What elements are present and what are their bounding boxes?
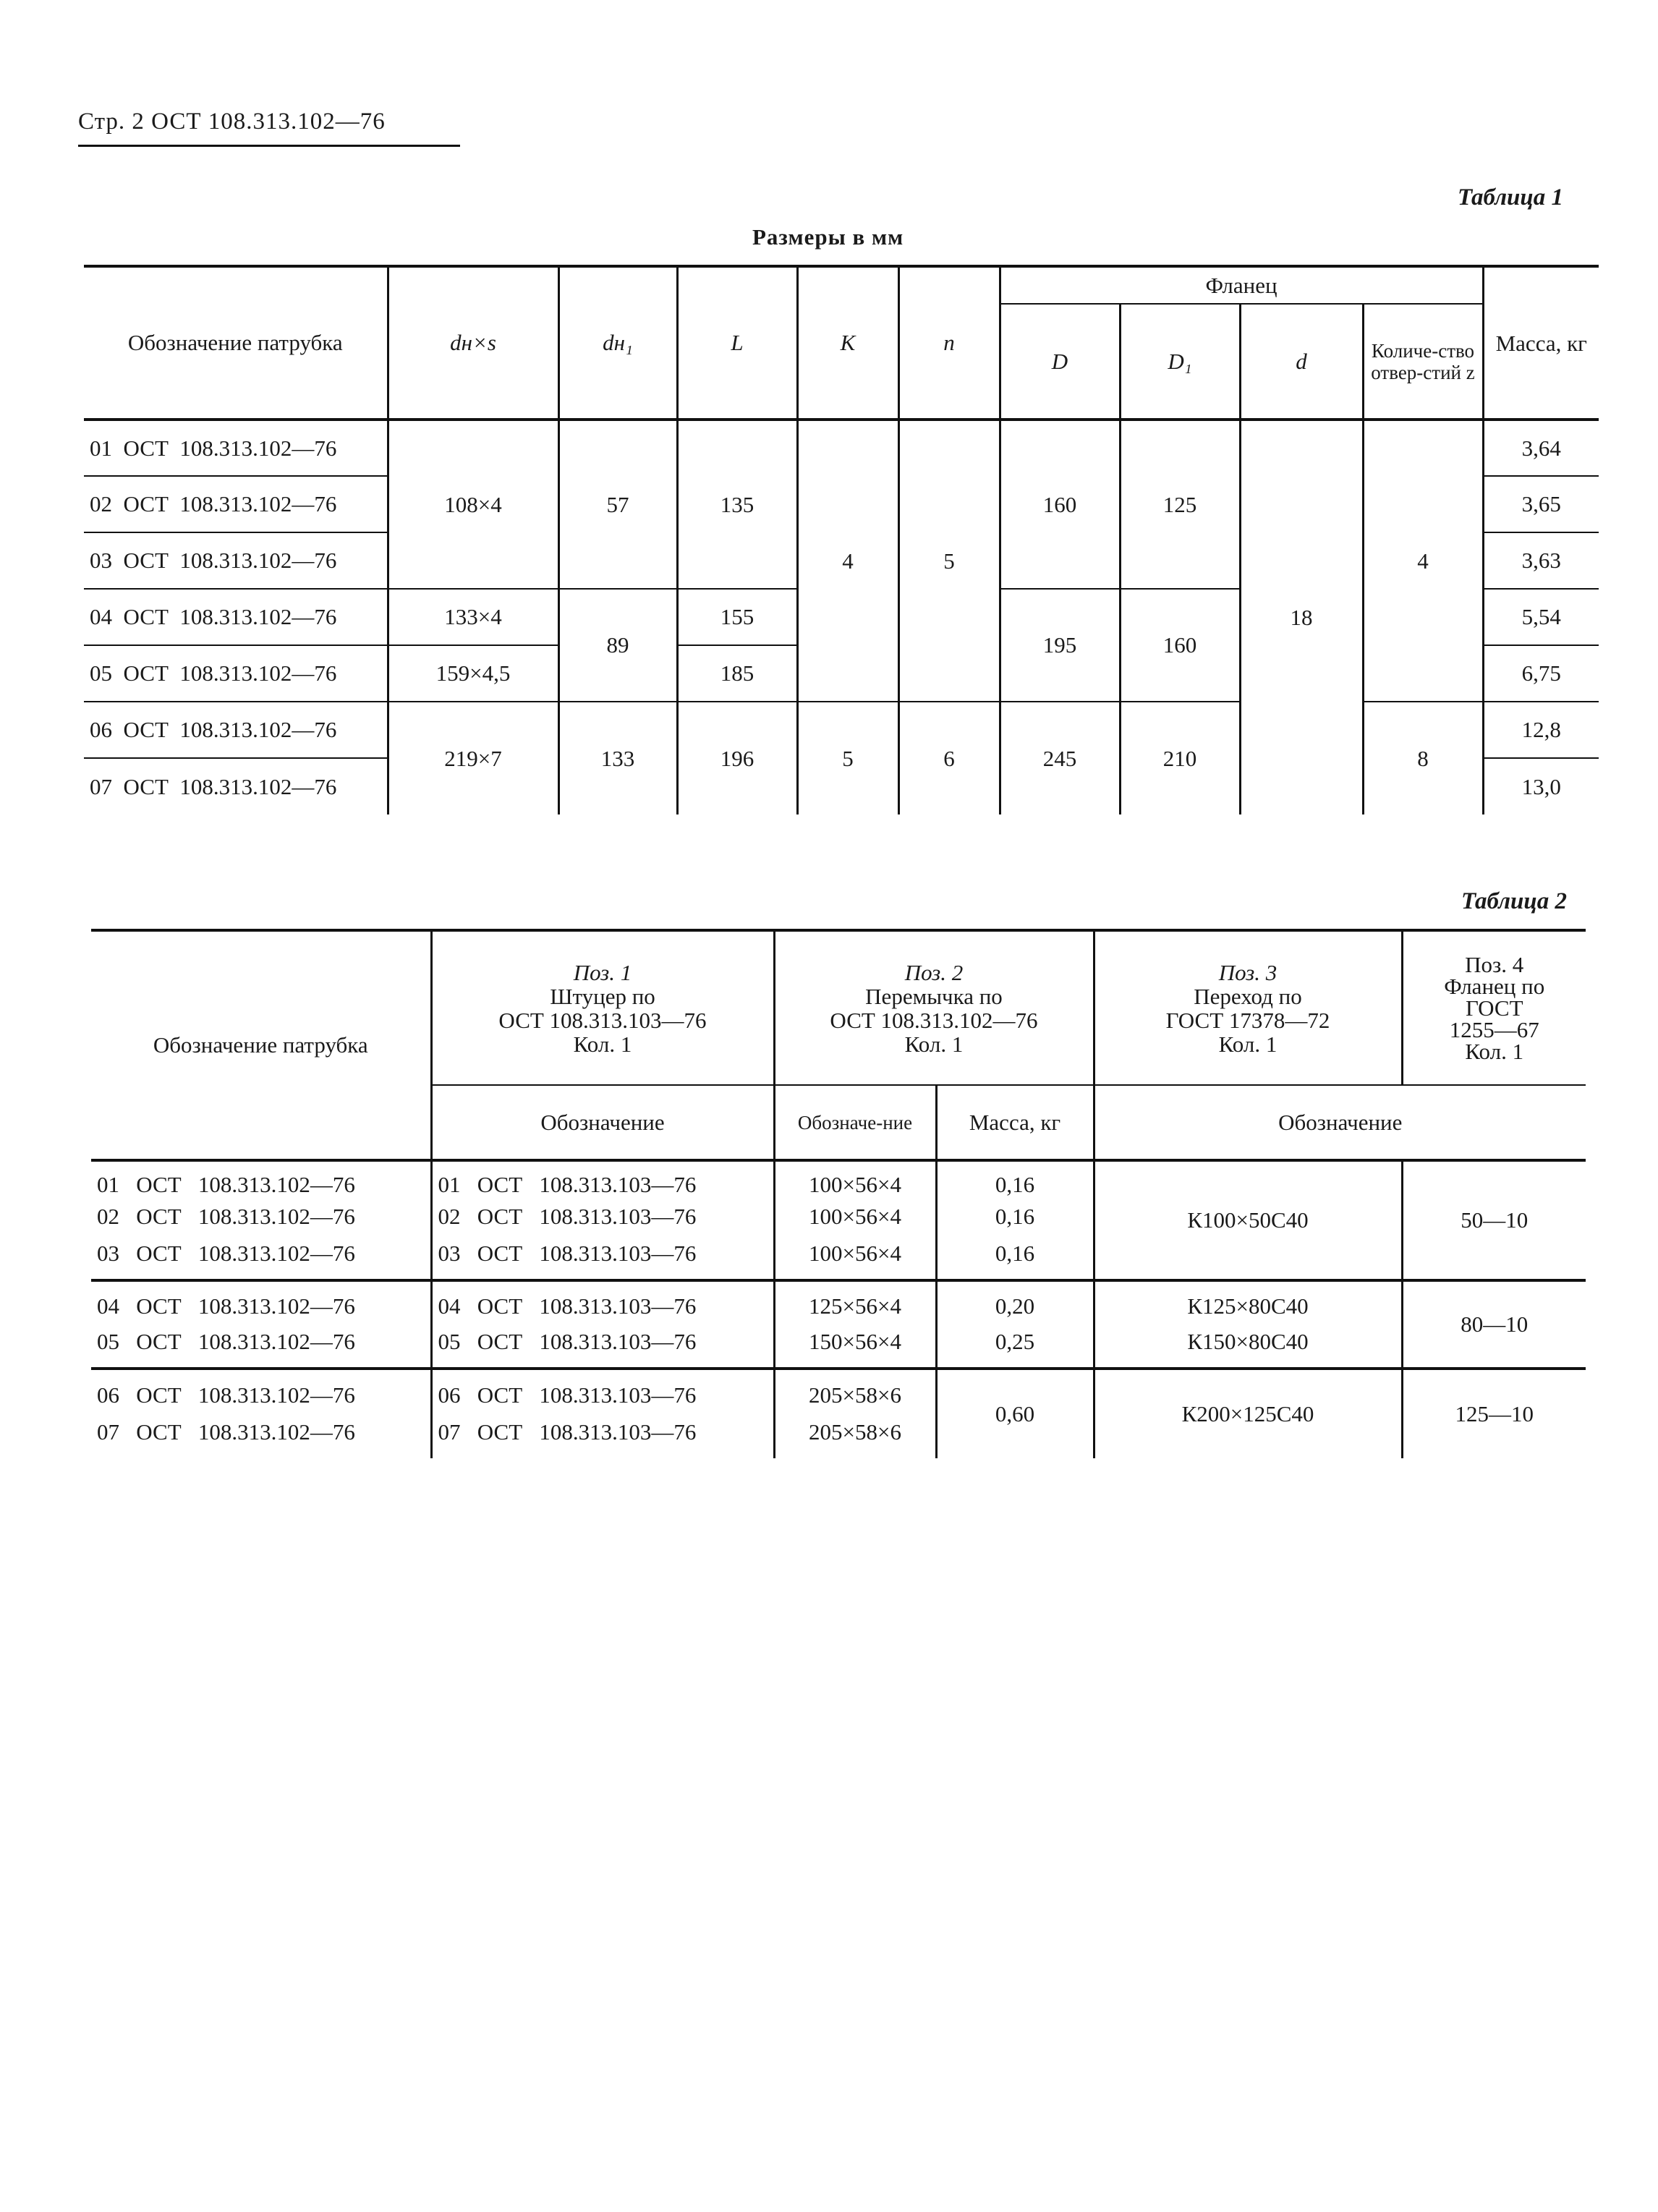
t2-pos2-designation: 205×58×6	[774, 1413, 936, 1458]
t2-pos2-mass: 0,16	[936, 1160, 1094, 1198]
t2-pos4-line4: 1255—67	[1449, 1016, 1539, 1042]
t2-header-pos2	[774, 930, 1094, 1085]
t2-pos4-line5: Кол. 1	[1465, 1038, 1524, 1064]
t1-n: 5	[898, 420, 1000, 702]
table1	[84, 265, 1599, 814]
t2-pos2-line3: ОСТ 108.313.102—76	[830, 1007, 1038, 1033]
t1-n: 6	[898, 702, 1000, 814]
t1-D1: 125	[1120, 420, 1240, 589]
t1-designation: 01 ОСТ 108.313.102—76	[84, 420, 388, 476]
t2-pos1: 06 ОСТ 108.313.103—76	[431, 1369, 774, 1413]
t2-designation: 03 ОСТ 108.313.102—76	[91, 1235, 431, 1280]
t2-pos2-mass: 0,25	[936, 1324, 1094, 1369]
t1-designation: 06 ОСТ 108.313.102—76	[84, 702, 388, 758]
t2-pos2-mass: 0,16	[936, 1198, 1094, 1235]
table1-caption: Таблица 1	[1458, 184, 1564, 210]
t2-pos2-mass: 0,20	[936, 1280, 1094, 1324]
table2-caption: Таблица 2	[1461, 888, 1568, 914]
t1-designation: 05 ОСТ 108.313.102—76	[84, 645, 388, 702]
t2-pos2-mass: 0,60	[936, 1369, 1094, 1458]
t2-designation: 04 ОСТ 108.313.102—76	[91, 1280, 431, 1324]
t2-designation: 02 ОСТ 108.313.102—76	[91, 1198, 431, 1235]
t2-header-pos4	[1402, 930, 1586, 1085]
t2-pos4: 125—10	[1455, 1401, 1534, 1426]
t2-pos2-mass: 0,16	[936, 1235, 1094, 1280]
t2-sub-pos34-designation: Обозначение	[1094, 1085, 1586, 1160]
t2-pos3-line4: Кол. 1	[1218, 1031, 1277, 1057]
t2-pos1: 02 ОСТ 108.313.103—76	[431, 1198, 774, 1235]
table1-subtitle: Размеры в мм	[752, 224, 904, 250]
t1-D: 245	[1000, 702, 1120, 814]
t2-sub-pos2-designation: Обозначе-ние	[774, 1085, 936, 1160]
t2-pos4-line2: Фланец по	[1444, 973, 1545, 999]
t2-pos2-designation: 100×56×4	[774, 1198, 936, 1235]
t1-mass: 3,64	[1483, 420, 1599, 476]
t1-header-dn1: dн₁	[558, 266, 677, 420]
t1-designation: 04 ОСТ 108.313.102—76	[84, 589, 388, 645]
t1-mass: 6,75	[1483, 645, 1599, 702]
t2-pos1-line2: Штуцер по	[550, 983, 655, 1009]
t1-header-flange: Фланец	[1000, 266, 1483, 304]
t1-header-designation: Обозначение патрубка	[84, 266, 388, 420]
t2-pos1-line3: ОСТ 108.313.103—76	[498, 1007, 707, 1033]
t1-mass: 3,63	[1483, 532, 1599, 589]
t1-dn1: 57	[558, 420, 677, 589]
t1-D: 195	[1000, 589, 1120, 702]
t1-dn-s: 159×4,5	[388, 645, 558, 702]
t2-header-pos3	[1094, 930, 1402, 1085]
t2-pos1: 01 ОСТ 108.313.103—76	[431, 1160, 774, 1198]
t1-L: 185	[677, 645, 797, 702]
t1-K: 5	[797, 702, 898, 814]
t1-designation: 03 ОСТ 108.313.102—76	[84, 532, 388, 589]
t1-L: 135	[677, 420, 797, 589]
t1-D: 160	[1000, 420, 1120, 589]
t2-pos2-designation: 100×56×4	[774, 1235, 936, 1280]
t2-pos3: К150×80С40	[1094, 1324, 1402, 1369]
t2-pos4: 50—10	[1461, 1207, 1529, 1233]
t2-header-pos1	[431, 930, 774, 1085]
t1-header-d: d	[1240, 304, 1363, 420]
t2-pos3: К125×80С40	[1094, 1280, 1402, 1324]
t1-holes: 4	[1363, 420, 1483, 702]
t1-dn-s: 108×4	[388, 420, 558, 589]
t1-designation: 07 ОСТ 108.313.102—76	[84, 758, 388, 814]
t1-dn-s: 219×7	[388, 702, 558, 814]
t2-designation: 06 ОСТ 108.313.102—76	[91, 1369, 431, 1413]
t1-designation: 02 ОСТ 108.313.102—76	[84, 476, 388, 532]
table2	[91, 929, 1586, 1458]
t2-pos3-line1: Поз. 3	[1218, 959, 1277, 985]
t2-pos4-line3: ГОСТ	[1465, 995, 1523, 1021]
t2-sub-designation: Обозначение	[431, 1085, 774, 1160]
t1-L: 155	[677, 589, 797, 645]
t1-mass: 12,8	[1483, 702, 1599, 758]
t2-pos2-designation: 150×56×4	[774, 1324, 936, 1369]
t1-mass: 3,65	[1483, 476, 1599, 532]
t2-pos2-line4: Кол. 1	[904, 1031, 964, 1057]
t1-d: 18	[1240, 420, 1363, 814]
t1-header-dn-s: dн×s	[388, 266, 558, 420]
t2-pos3-line3: ГОСТ 17378—72	[1165, 1007, 1330, 1033]
t2-pos1: 05 ОСТ 108.313.103—76	[431, 1324, 774, 1369]
t2-designation: 07 ОСТ 108.313.102—76	[91, 1413, 431, 1458]
t2-pos4-line1: Поз. 4	[1465, 951, 1524, 977]
t1-header-holes: Количе-ство отвер-стий z	[1363, 304, 1483, 420]
t1-header-D: D	[1000, 304, 1120, 420]
t2-pos2-line2: Перемычка по	[865, 983, 1003, 1009]
t2-designation: 01 ОСТ 108.313.102—76	[91, 1160, 431, 1198]
header-rule	[78, 145, 460, 147]
t2-pos2-designation: 205×58×6	[774, 1369, 936, 1413]
t1-L: 196	[677, 702, 797, 814]
t1-header-D1: D₁	[1120, 304, 1240, 420]
t1-dn1: 89	[558, 589, 677, 702]
t1-mass: 5,54	[1483, 589, 1599, 645]
t1-header-L: L	[677, 266, 797, 420]
t2-pos1: 03 ОСТ 108.313.103—76	[431, 1235, 774, 1280]
t1-header-n: n	[898, 266, 1000, 420]
t2-pos2-designation: 100×56×4	[774, 1160, 936, 1198]
t2-sub-pos2-mass: Масса, кг	[936, 1085, 1094, 1160]
t1-dn-s: 133×4	[388, 589, 558, 645]
t1-D1: 160	[1120, 589, 1240, 702]
t2-pos2-designation: 125×56×4	[774, 1280, 936, 1324]
t2-pos1-line1: Поз. 1	[573, 959, 632, 985]
t1-header-K: K	[797, 266, 898, 420]
t2-pos3: К100×50С40	[1094, 1160, 1402, 1280]
t1-header-mass: Масса, кг	[1483, 266, 1599, 420]
t2-pos4: 80—10	[1461, 1311, 1529, 1337]
t1-mass: 13,0	[1521, 773, 1561, 799]
t2-designation: 05 ОСТ 108.313.102—76	[91, 1324, 431, 1369]
t1-D1: 210	[1120, 702, 1240, 814]
t1-K: 4	[797, 420, 898, 702]
t2-pos1: 07 ОСТ 108.313.103—76	[431, 1413, 774, 1458]
t2-pos1: 04 ОСТ 108.313.103—76	[431, 1280, 774, 1324]
t1-dn1: 133	[558, 702, 677, 814]
page-header: Стр. 2 ОСТ 108.313.102—76	[78, 109, 386, 135]
t2-header-designation: Обозначение патрубка	[91, 930, 431, 1160]
t2-pos1-line4: Кол. 1	[573, 1031, 632, 1057]
t2-pos3: К200×125С40	[1094, 1369, 1402, 1458]
t2-pos2-line1: Поз. 2	[904, 959, 964, 985]
t1-holes: 8	[1363, 702, 1483, 814]
t2-pos3-line2: Переход по	[1194, 983, 1302, 1009]
